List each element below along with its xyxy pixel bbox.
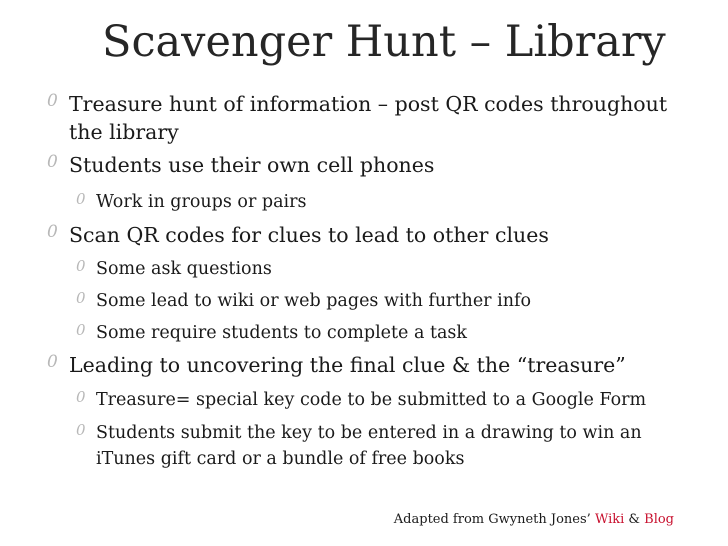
bullet-text: Some ask questions [96,259,272,279]
bullet-number: 0 [47,152,58,172]
bullet-number: 0 [76,257,86,275]
bullet-item [47,222,549,248]
bullet-number: 0 [76,321,86,339]
sub-bullet-item [76,420,642,446]
sub-bullet-item [76,320,468,346]
sub-bullet-item [76,387,647,413]
bullet-text: Scan QR codes for clues to lead to other clues [69,223,549,247]
bullet-number: 0 [47,222,58,242]
bullet-text: iTunes gift card or a bundle of free books [96,449,465,469]
bullet-number: 0 [76,190,86,208]
bullet-text: Work in groups or pairs [96,192,307,212]
bullet-item [47,152,435,178]
attribution-credit [394,512,674,527]
bullet-item-continuation [69,119,179,145]
slide-title: Scavenger Hunt – Library [102,17,666,67]
sub-bullet-item [76,288,531,314]
sub-bullet-item [76,256,272,282]
bullet-number: 0 [76,388,86,406]
bullet-text: the library [69,120,179,144]
wiki-link[interactable]: Wiki [594,512,625,527]
sub-bullet-item [76,189,307,215]
bullet-item [47,352,626,378]
sub-bullet-item-continuation [96,446,464,472]
bullet-text: Leading to uncovering the final clue & the “treasure” [69,353,626,377]
bullet-number: 0 [76,289,86,307]
bullet-item [47,91,668,117]
bullet-number: 0 [47,91,58,111]
blog-link[interactable]: Blog [644,512,674,527]
bullet-text: Students use their own cell phones [69,153,435,177]
bullet-text: Some require students to complete a task [96,323,468,343]
bullet-text: Treasure hunt of information – post QR codes throughout [69,92,668,116]
bullet-number: 0 [76,421,86,439]
credit-prefix: Adapted from Gwyneth Jones’ [393,512,591,527]
bullet-text: Treasure= special key code to be submitted to a Google Form [96,390,647,410]
bullet-number: 0 [47,352,58,372]
bullet-text: Students submit the key to be entered in a drawing to win an [96,423,642,443]
bullet-text: Some lead to wiki or web pages with further info [96,291,531,311]
credit-ampersand: & [628,512,640,527]
